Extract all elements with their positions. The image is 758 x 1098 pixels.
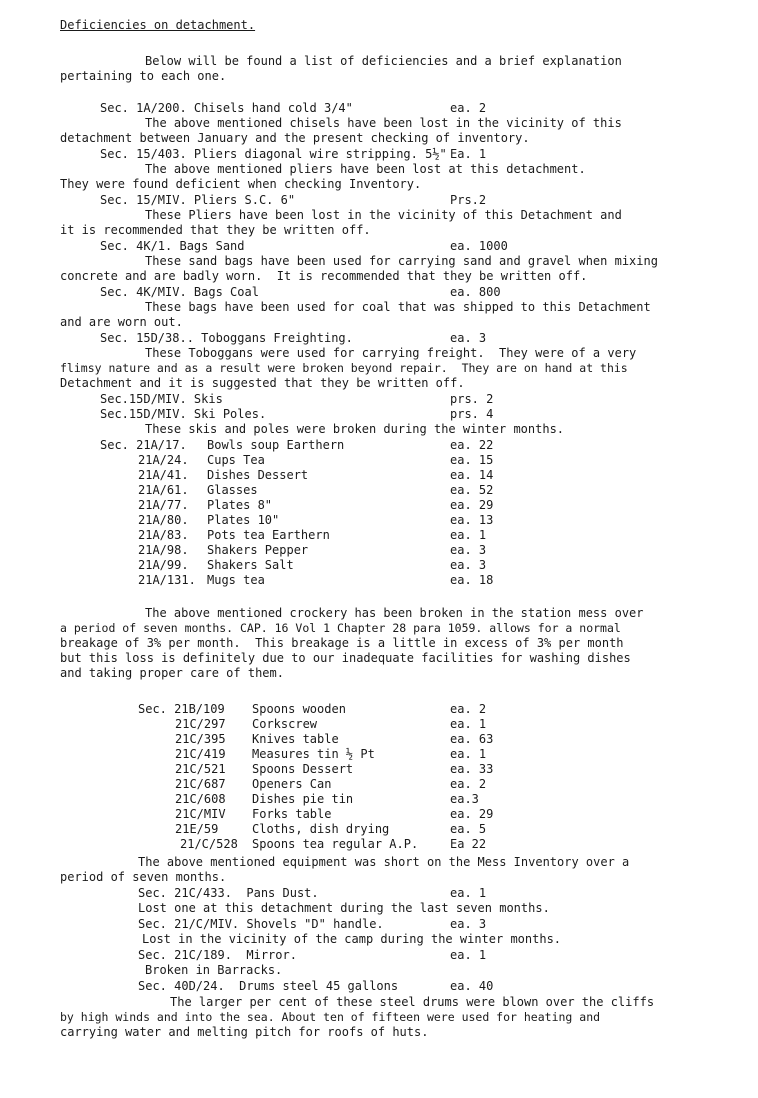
item-quantity: ea. 1000 (450, 239, 508, 253)
item-description: Dishes pie tin (252, 792, 354, 806)
item-line: Sec.15D/MIV. Skis (100, 392, 223, 406)
intro-line-1: Below will be found a list of deficiencies and a brief explanation (145, 54, 622, 68)
item-quantity: ea. 800 (450, 285, 501, 299)
item-description: Glasses (207, 483, 258, 497)
explanation-line: detachment between January and the present checking of inventory. (60, 131, 530, 145)
item-line: Sec.15D/MIV. Ski Poles. (100, 407, 267, 421)
document-title: Deficiencies on detachment. (60, 18, 256, 32)
item-quantity: ea. 3 (450, 331, 487, 345)
item-line: Sec. 4K/MIV. Bags Coal (100, 285, 259, 299)
section-code: 21A/83. (138, 528, 189, 542)
item-quantity: ea. 63 (450, 732, 494, 746)
item-quantity: ea. 1 (450, 528, 487, 542)
item-quantity: ea. 3 (450, 917, 487, 931)
section-code: 21A/24. (138, 453, 189, 467)
explanation-line: flimsy nature and as a result were broken beyond repair. They are on hand at this (60, 361, 628, 375)
section-code: 21C/687 (175, 777, 226, 791)
item-description: Shakers Salt (207, 558, 294, 572)
section-code: 21A/41. (138, 468, 189, 482)
item-line: Sec. 21/C/MIV. Shovels "D" handle. (138, 917, 384, 931)
item-quantity: ea. 1 (450, 948, 487, 962)
item-quantity: ea. 1 (450, 747, 487, 761)
section-code: 21A/99. (138, 558, 189, 572)
item-quantity: Ea 22 (450, 837, 487, 851)
section-code: 21E/59 (175, 822, 219, 836)
item-quantity: ea. 2 (450, 702, 487, 716)
item-description: Mugs tea (207, 573, 265, 587)
explanation-line: These skis and poles were broken during the winter months. (145, 422, 565, 436)
paragraph-line: but this loss is definitely due to our inadequate facilities for washing dishes (60, 651, 631, 665)
item-quantity: ea. 2 (450, 777, 487, 791)
item-description: Openers Can (252, 777, 332, 791)
section-code: 21C/419 (175, 747, 226, 761)
item-quantity: ea. 13 (450, 513, 494, 527)
item-description: Spoons tea regular A.P. (252, 837, 419, 851)
item-description: Shakers Pepper (207, 543, 309, 557)
item-quantity: ea. 29 (450, 807, 494, 821)
explanation-line: These sand bags have been used for carrying sand and gravel when mixing (145, 254, 658, 268)
item-description: Bowls soup Earthern (207, 438, 345, 452)
item-quantity: ea.3 (450, 792, 479, 806)
item-line: Sec. 40D/24. Drums steel 45 gallons (138, 979, 399, 993)
item-quantity: prs. 2 (450, 392, 494, 406)
explanation-line: carrying water and melting pitch for roofs of huts. (60, 1025, 429, 1039)
item-description: Plates 8" (207, 498, 273, 512)
explanation-line: These Pliers have been lost in the vicinity of this Detachment and (145, 208, 622, 222)
item-quantity: ea. 22 (450, 438, 494, 452)
item-description: Pots tea Earthern (207, 528, 330, 542)
item-description: Knives table (252, 732, 339, 746)
explanation-line: Broken in Barracks. (145, 963, 283, 977)
explanation-line: period of seven months. (60, 870, 227, 884)
section-code: 21A/77. (138, 498, 189, 512)
item-quantity: ea. 15 (450, 453, 494, 467)
explanation-line: it is recommended that they be written off. (60, 223, 371, 237)
explanation-line: The above mentioned pliers have been lost at this detachment. (145, 162, 586, 176)
item-description: Dishes Dessert (207, 468, 309, 482)
section-code: 21C/608 (175, 792, 226, 806)
item-line: Sec. 21C/189. Mirror. (138, 948, 297, 962)
intro-line-2: pertaining to each one. (60, 69, 227, 83)
item-quantity: ea. 18 (450, 573, 494, 587)
item-quantity: ea. 5 (450, 822, 487, 836)
item-quantity: ea. 3 (450, 543, 487, 557)
paragraph-line: The above mentioned crockery has been broken in the station mess over (145, 606, 644, 620)
explanation-line: These Toboggans were used for carrying freight. They were of a very (145, 346, 637, 360)
item-line: Sec. 15/MIV. Pliers S.C. 6" (100, 193, 296, 207)
explanation-line: They were found deficient when checking Inventory. (60, 177, 422, 191)
explanation-line: by high winds and into the sea. About ten of fifteen were used for heating and (60, 1010, 601, 1024)
item-description: Cloths, dish drying (252, 822, 390, 836)
section-code: 21A/98. (138, 543, 189, 557)
item-description: Spoons wooden (252, 702, 346, 716)
section-code: 21A/80. (138, 513, 189, 527)
item-line: Sec. 15D/38.. Toboggans Freighting. (100, 331, 353, 345)
paragraph-line: a period of seven months. CAP. 16 Vol 1 Chapter 28 para 1059. allows for a normal (60, 621, 621, 635)
paragraph-line: breakage of 3% per month. This breakage is a little in excess of 3% per month (60, 636, 624, 650)
item-quantity: ea. 1 (450, 886, 487, 900)
item-description: Forks table (252, 807, 332, 821)
item-quantity: ea. 3 (450, 558, 487, 572)
item-line: Sec. 4K/1. Bags Sand (100, 239, 245, 253)
explanation-line: and are worn out. (60, 315, 183, 329)
item-line: Sec. 15/403. Pliers diagonal wire stripping. 5½" (100, 147, 447, 161)
explanation-line: The above mentioned equipment was short on the Mess Inventory over a (138, 855, 630, 869)
item-quantity: ea. 40 (450, 979, 494, 993)
item-quantity: ea. 33 (450, 762, 494, 776)
explanation-line: concrete and are badly worn. It is recommended that they be written off. (60, 269, 588, 283)
item-quantity: ea. 14 (450, 468, 494, 482)
explanation-line: These bags have been used for coal that was shipped to this Detachment (145, 300, 651, 314)
section-code: 21A/61. (138, 483, 189, 497)
explanation-line: The above mentioned chisels have been lost in the vicinity of this (145, 116, 622, 130)
item-quantity: ea. 1 (450, 717, 487, 731)
explanation-line: Detachment and it is suggested that they be written off. (60, 376, 465, 390)
item-line: Sec. 1A/200. Chisels hand cold 3/4" (100, 101, 353, 115)
paragraph-line: and taking proper care of them. (60, 666, 284, 680)
section-code: 21/C/528 (180, 837, 238, 851)
section-code: Sec. 21B/109 (138, 702, 225, 716)
section-code: 21C/MIV (175, 807, 226, 821)
explanation-line: Lost one at this detachment during the last seven months. (138, 901, 550, 915)
item-description: Measures tin ½ Pt (252, 747, 375, 761)
item-quantity: Ea. 1 (450, 147, 487, 161)
explanation-line: The larger per cent of these steel drums were blown over the cliffs (170, 995, 655, 1009)
item-description: Corkscrew (252, 717, 318, 731)
item-description: Cups Tea (207, 453, 265, 467)
explanation-line: Lost in the vicinity of the camp during the winter months. (142, 932, 562, 946)
section-code: Sec. 21A/17. (100, 438, 187, 452)
section-code: 21C/297 (175, 717, 226, 731)
section-code: 21C/521 (175, 762, 226, 776)
item-quantity: ea. 29 (450, 498, 494, 512)
section-code: 21C/395 (175, 732, 226, 746)
item-quantity: prs. 4 (450, 407, 494, 421)
item-quantity: Prs.2 (450, 193, 487, 207)
item-line: Sec. 21C/433. Pans Dust. (138, 886, 319, 900)
item-quantity: ea. 52 (450, 483, 494, 497)
item-description: Spoons Dessert (252, 762, 354, 776)
item-description: Plates 10" (207, 513, 280, 527)
section-code: 21A/131. (138, 573, 196, 587)
item-quantity: ea. 2 (450, 101, 487, 115)
